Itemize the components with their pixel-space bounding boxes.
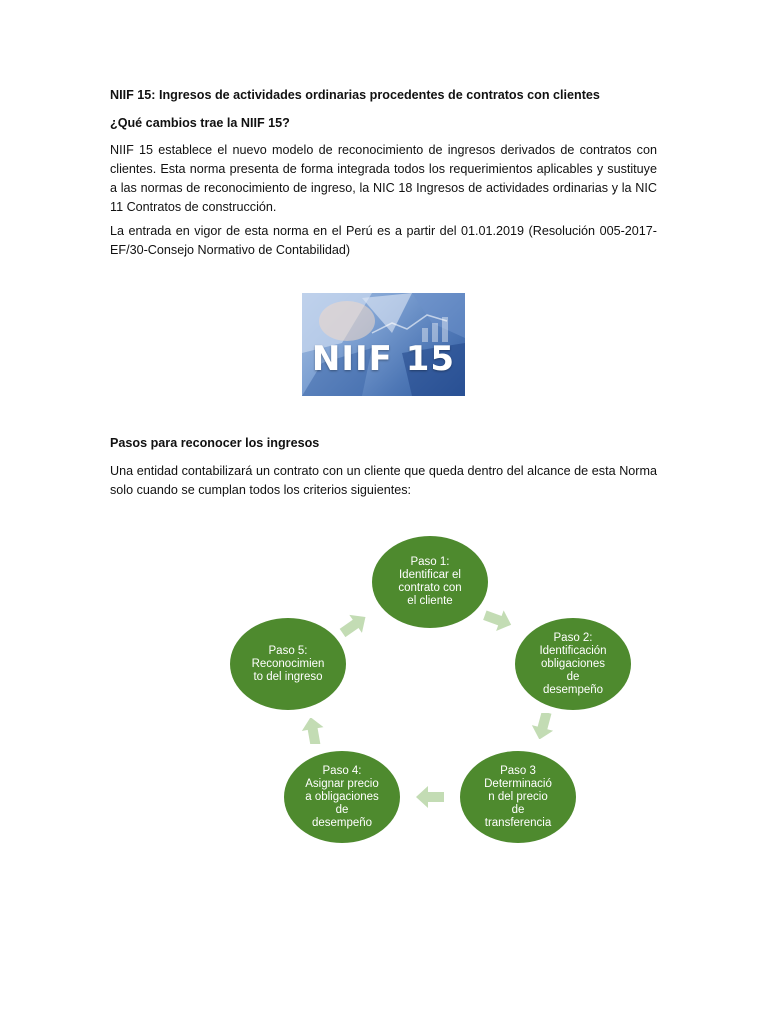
step-line: de xyxy=(335,803,349,816)
step-line: desempeño xyxy=(311,816,373,829)
step-line: Reconocimien xyxy=(251,657,325,670)
step-line: Paso 4: xyxy=(322,764,362,777)
step-line: Determinació xyxy=(484,777,552,790)
step-line: Identificación xyxy=(539,644,607,657)
intro-paragraph: NIIF 15 establece el nuevo modelo de reconocimiento de ingresos derivados de contratos con clientes. Esta norma presenta de forma integrada todos los requerimientos aplicables y sustituye a las normas de reconocimiento de ingreso, la NIC 18 Ingresos de actividades ordinarias y la NIC 11 Contratos de construcción. xyxy=(110,143,657,214)
step-2-circle xyxy=(515,618,631,710)
step-line: to del ingreso xyxy=(253,670,323,683)
step-line: de xyxy=(511,803,525,816)
arrow-step5-to-step1 xyxy=(338,612,370,638)
step-1-circle xyxy=(372,536,488,628)
step-5-circle xyxy=(230,618,346,710)
step-line: desempeño xyxy=(542,683,604,696)
step-line: n del precio xyxy=(488,790,548,803)
step-line: contrato con xyxy=(398,582,462,594)
step-line: Paso 3 xyxy=(500,764,536,777)
banner-title: NIIF 15 xyxy=(311,339,456,379)
step-line: de xyxy=(566,670,580,683)
step-line: transferencia xyxy=(484,816,552,829)
step-line: Paso 1: xyxy=(410,556,450,568)
arrow-step2-to-step3 xyxy=(527,713,559,739)
question-heading: ¿Qué cambios trae la NIIF 15? xyxy=(110,116,290,130)
arrow-step1-to-step2 xyxy=(482,607,514,633)
effective-date-paragraph: La entrada en vigor de esta norma en el Perú es a partir del 01.01.2019 (Resolución 005-2017-EF/30-Consejo Normativo de Contabilidad) xyxy=(110,224,657,257)
step-line: obligaciones xyxy=(541,657,605,670)
section-heading: Pasos para reconocer los ingresos xyxy=(110,436,320,450)
arrow-step4-to-step5 xyxy=(297,718,329,744)
step-line: a obligaciones xyxy=(305,790,379,803)
step-line: Paso 2: xyxy=(553,631,593,644)
step-line: Identificar el xyxy=(398,569,461,581)
document-title: NIIF 15: Ingresos de actividades ordinarias procedentes de contratos con clientes xyxy=(110,88,600,102)
criteria-paragraph: Una entidad contabilizará un contrato con un cliente que queda dentro del alcance de esta Norma solo cuando se cumplan todos los criterios siguientes: xyxy=(110,464,657,497)
step-3-circle xyxy=(460,751,576,843)
step-4-circle xyxy=(284,751,400,843)
arrow-step3-to-step4 xyxy=(414,784,446,810)
step-line: Asignar precio xyxy=(305,777,379,790)
step-line: el cliente xyxy=(407,595,453,607)
step-line: Paso 5: xyxy=(268,644,308,657)
